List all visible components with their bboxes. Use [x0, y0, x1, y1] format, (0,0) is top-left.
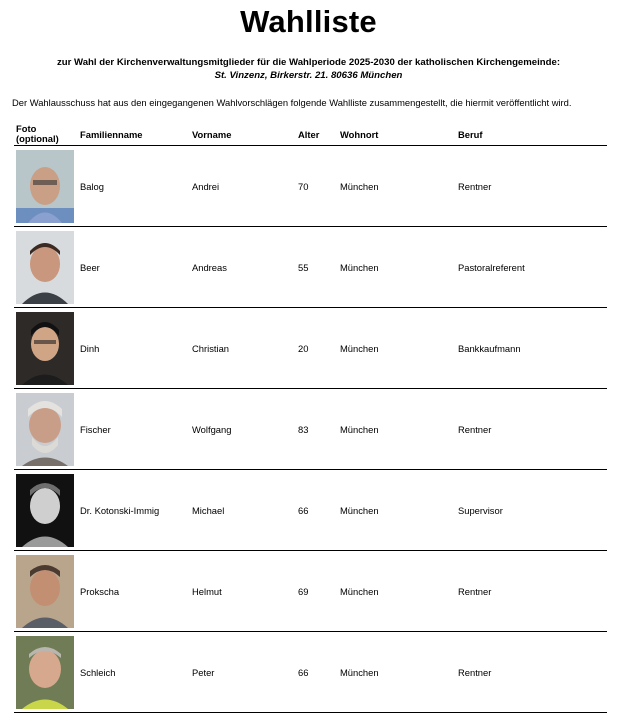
cell-firstname: Michael [192, 505, 225, 516]
candidate-photo [16, 636, 74, 709]
cell-residence: München [340, 667, 379, 678]
cell-profession: Supervisor [458, 505, 503, 516]
cell-profession: Pastoralreferent [458, 262, 525, 273]
cell-residence: München [340, 343, 379, 354]
candidate-photo [16, 474, 74, 547]
table-row [14, 146, 607, 227]
cell-firstname: Peter [192, 667, 215, 678]
candidate-photo [16, 393, 74, 466]
candidate-photo [16, 555, 74, 628]
cell-age: 83 [298, 424, 309, 435]
table-row [14, 632, 607, 713]
cell-residence: München [340, 181, 379, 192]
table-row [14, 389, 607, 470]
cell-lastname: Dr. Kotonski-Immig [80, 505, 160, 516]
table-row [14, 551, 607, 632]
table-row [14, 470, 607, 551]
cell-age: 70 [298, 181, 309, 192]
cell-profession: Rentner [458, 586, 492, 597]
cell-age: 55 [298, 262, 309, 273]
cell-firstname: Andrei [192, 181, 220, 192]
candidate-photo [16, 312, 74, 385]
subtitle-line-1: zur Wahl der Kirchenverwaltungsmitglieder für die Wahlperiode 2025-2030 der katholischen Kirchengemeinde: [56, 57, 561, 68]
header-photo-line2: (optional) [16, 133, 59, 144]
cell-lastname: Prokscha [80, 586, 120, 597]
cell-age: 66 [298, 505, 309, 516]
cell-age: 20 [298, 343, 309, 354]
cell-residence: München [340, 424, 379, 435]
cell-firstname: Andreas [192, 262, 227, 273]
cell-firstname: Christian [192, 343, 229, 354]
cell-firstname: Helmut [192, 586, 222, 597]
subtitle-line-2: St. Vinzenz, Birkerstr. 21. 80636 München [214, 70, 403, 81]
intro-text: Der Wahlausschuss hat aus den eingegangenen Wahlvorschlägen folgende Wahlliste zusammengestellt, die hiermit veröffentlicht wird. [12, 97, 572, 108]
row-divider [14, 712, 607, 713]
header-profession: Beruf [458, 129, 483, 140]
cell-profession: Bankkaufmann [458, 343, 521, 354]
cell-profession: Rentner [458, 667, 492, 678]
cell-lastname: Schleich [80, 667, 116, 678]
candidate-photo [16, 150, 74, 223]
cell-residence: München [340, 505, 379, 516]
header-firstname: Vorname [192, 129, 232, 140]
candidate-photo [16, 231, 74, 304]
header-photo [16, 124, 59, 144]
cell-profession: Rentner [458, 424, 492, 435]
cell-firstname: Wolfgang [192, 424, 232, 435]
page-title: Wahlliste [240, 4, 377, 39]
cell-residence: München [340, 586, 379, 597]
cell-lastname: Fischer [80, 424, 111, 435]
cell-residence: München [340, 262, 379, 273]
header-lastname: Familienname [80, 129, 143, 140]
header-age: Alter [298, 129, 320, 140]
cell-lastname: Beer [80, 262, 100, 273]
cell-age: 69 [298, 586, 309, 597]
cell-lastname: Balog [80, 181, 104, 192]
header-photo-line1: Foto [16, 123, 37, 134]
cell-age: 66 [298, 667, 309, 678]
cell-lastname: Dinh [80, 343, 100, 354]
cell-profession: Rentner [458, 181, 492, 192]
table-row [14, 308, 607, 389]
header-residence: Wohnort [340, 129, 379, 140]
table-row [14, 227, 607, 308]
